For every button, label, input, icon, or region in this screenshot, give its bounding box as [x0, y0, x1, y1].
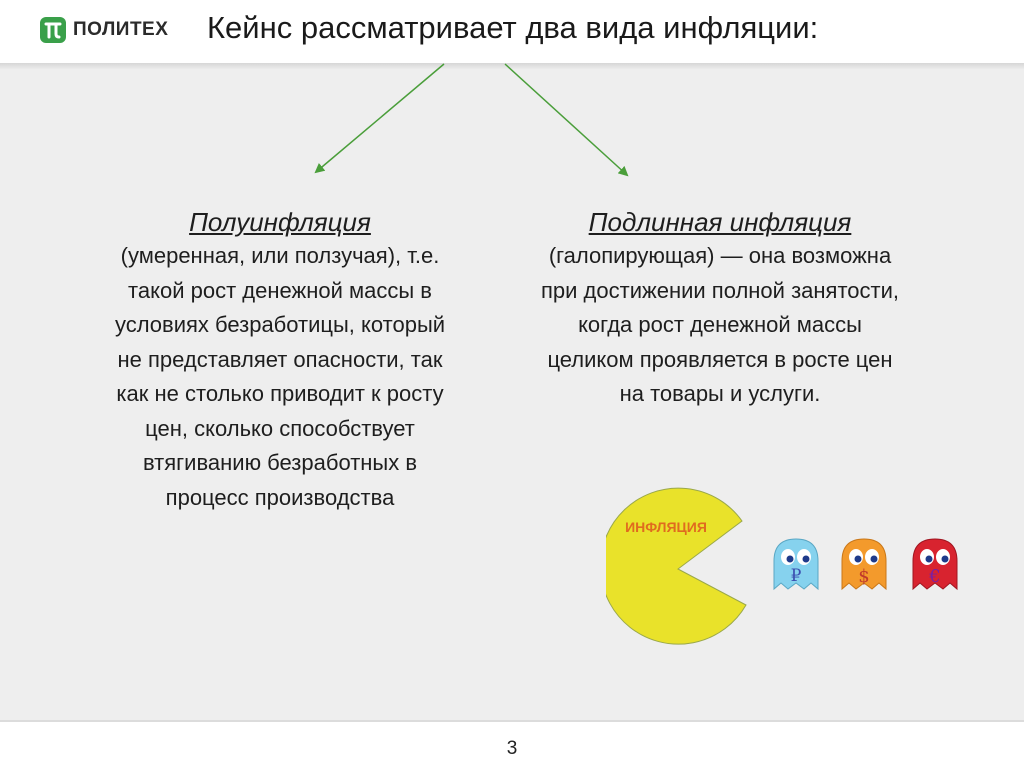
arrow-left — [316, 64, 444, 172]
logo-text: ПОЛИТЕХ — [73, 19, 169, 40]
ghost-dollar-symbol: $ — [858, 566, 870, 587]
ghost-euro-icon — [913, 539, 957, 589]
pacman-illustration — [606, 487, 986, 657]
ghost-ruble-icon — [774, 539, 818, 589]
true-inflation-text: (галопирующая) — она возможна при достижении полной занятости, когда рост денежной массы целиком проявляется в росте цен на товары и услуги. — [541, 243, 899, 406]
semi-inflation-block — [60, 205, 500, 515]
ghost-euro-symbol: € — [929, 566, 941, 587]
page-number: 3 — [506, 738, 518, 759]
semi-inflation-heading: Полуинфляция — [189, 207, 371, 237]
slide-title: Кейнс рассматривает два вида инфляции: — [207, 10, 819, 45]
ghost-dollar-icon — [842, 539, 886, 589]
true-inflation-heading: Подлинная инфляция — [588, 207, 852, 237]
semi-inflation-text: (умеренная, или ползучая), т.е. такой рост денежной массы в условиях безработицы, который не представляет опасности, так как не столько приводит к росту цен, сколько способствует втягиванию безработных в процесс производства — [114, 243, 446, 510]
arrow-right — [505, 64, 627, 175]
ghost-ruble-symbol: ₽ — [790, 566, 802, 586]
pacman-label: ИНФЛЯЦИЯ — [625, 519, 707, 535]
true-inflation-block — [490, 205, 950, 412]
pacman-icon — [606, 488, 746, 644]
footer-divider — [0, 720, 1024, 722]
